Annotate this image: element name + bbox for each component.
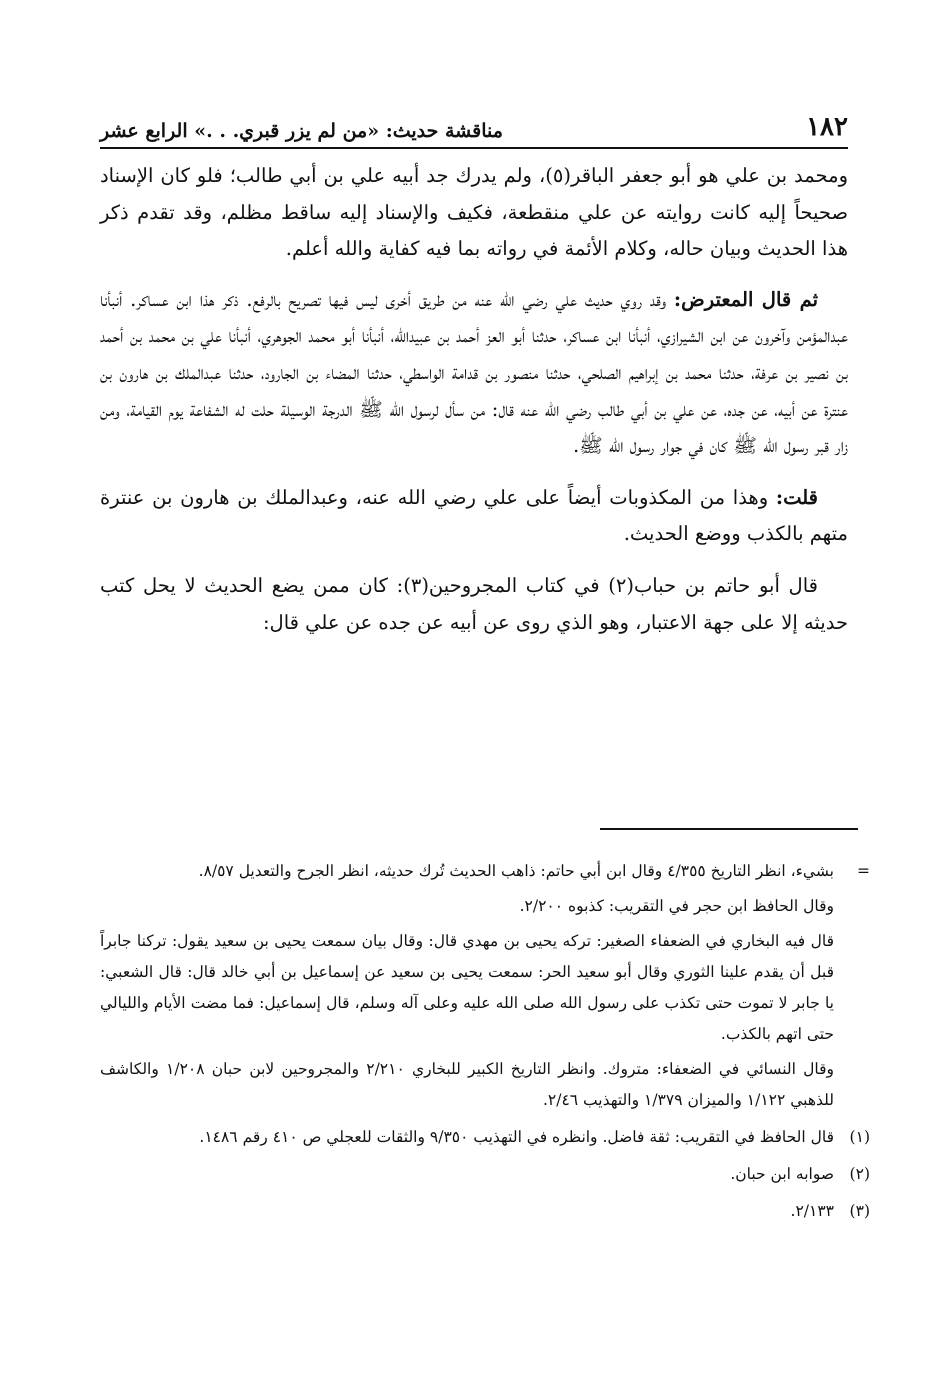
footnote-continuation <box>100 856 870 1116</box>
footnote-continuation-line: قال فيه البخاري في الضعفاء الصغير: تركه يحيى بن مهدي قال: وقال بيان سمعت يحيى بن سعيد يقول: تركنا جابراً قبل أن يقدم علينا الثوري وقال أبو سعيد الحر: سمعت يحيى بن سعيد عن إسماعيل بن أبي خالد قال: قال الشعبي: يا جابر لا تموت حتى تكذب على رسول الله صلى الله عليه وعلى آله وسلم، قال إسماعيل: فما مضت الأيام والليالي حتى اتهم بالكذب. <box>100 932 834 1043</box>
footnote-continuation-line: بشيء، انظر التاريخ ٤/٣٥٥ وقال ابن أبي حاتم: ذاهب الحديث تُرك حديثه، انظر الجرح والتعديل ٨/٥٧. <box>198 862 834 880</box>
footnotes <box>100 856 870 1233</box>
paragraph-2-text: وقد روي حديث علي رضي الله عنه من طريق أخرى ليس فيها تصريح بالرفع. ذكر هذا ابن عساكر. أنبأنا عبدالمؤمن وآخرون عن ابن الشيرازي، أنبأنا ابن عساكر، حدثنا أبو العز أحمد بن عبيدالله، أنبأنا أبو محمد الجوهري، أنبأنا علي بن محمد بن أحمد بن نصير بن عرفة، حدثنا محمد بن إبراهيم الصلحي، حدثنا منصور بن قدامة الواسطي، حدثنا المضاء بن الجارود، حدثنا عبدالملك بن هارون بن عنترة عن أبيه، عن جده، عن علي بن أبي طالب رضي الله عنه قال: من سأل لرسول الله ﷺ الدرجة الوسيلة حلت له الشفاعة يوم القيامة، ومن زار قبر رسول الله ﷺ كان في جوار رسول الله ﷺ. <box>100 287 848 458</box>
footnote-1-text: قال الحافظ في التقريب: ثقة فاضل. وانظره في التهذيب ٩/٣٥٠ والثقات للعجلي ص ٤١٠ رقم ١٤٨٦. <box>199 1128 834 1146</box>
paragraph-3 <box>100 480 848 553</box>
paragraph-3-lead: قلت: <box>775 485 818 509</box>
footnote-1 <box>100 1122 870 1153</box>
footnote-3 <box>100 1196 870 1227</box>
footnote-2-marker: (٢) <box>849 1165 870 1183</box>
page-header <box>100 108 848 142</box>
header-divider <box>100 147 848 149</box>
paragraph-4: قال أبو حاتم بن حباب(٢) في كتاب المجروحين(٣): كان ممن يضع الحديث لا يحل كتب حديثه إلا على جهة الاعتبار، وهو الذي روى عن أبيه عن جده عن علي قال: <box>100 573 848 634</box>
footnote-1-marker: (١) <box>849 1128 870 1146</box>
paragraph-2 <box>100 282 848 465</box>
paragraph-1: ومحمد بن علي هو أبو جعفر الباقر(٥)، ولم يدرك جد أبيه علي بن أبي طالب؛ فلو كان الإسناد صحيحاً إليه كانت روايته عن علي منقطعة، فكيف والإسناد إليه ساقط مظلم، وقد تقدم ذكر هذا الحديث وبيان حاله، وكلام الأئمة في رواته بما فيه كفاية والله أعلم. <box>100 164 849 261</box>
footnote-continuation-line: وقال الحافظ ابن حجر في التقريب: كذبوه ٢/٢٠٠. <box>519 897 834 915</box>
footnote-divider <box>600 828 858 830</box>
footnote-continuation-line: وقال النسائي في الضعفاء: متروك. وانظر التاريخ الكبير للبخاري ٢/٢١٠ والمجروحين لابن حبان ١/٢٠٨ والكاشف للذهبي ١/١٢٢ والميزان ١/٣٧٩ والتهذيب ٢/٤٦. <box>100 1060 834 1109</box>
paragraph-3-text: وهذا من المكذوبات أيضاً على علي رضي الله عنه، وعبدالملك بن هارون بن عنترة متهم بالكذب ووضع الحديث. <box>100 485 848 546</box>
footnote-2 <box>100 1159 870 1190</box>
paragraph-2-lead: ثم قال المعترض: <box>673 287 818 311</box>
page-number: ١٨٢ <box>806 112 848 142</box>
footnote-3-text: ٢/١٣٣. <box>790 1202 834 1220</box>
main-text <box>100 158 848 656</box>
footnote-continuation-marker: = <box>857 862 870 880</box>
footnote-2-text: صوابه ابن حبان. <box>730 1165 834 1183</box>
running-title: مناقشة حديث: «من لم يزر قبري. . .» الرابع عشر <box>100 120 503 142</box>
footnote-3-marker: (٣) <box>849 1202 870 1220</box>
